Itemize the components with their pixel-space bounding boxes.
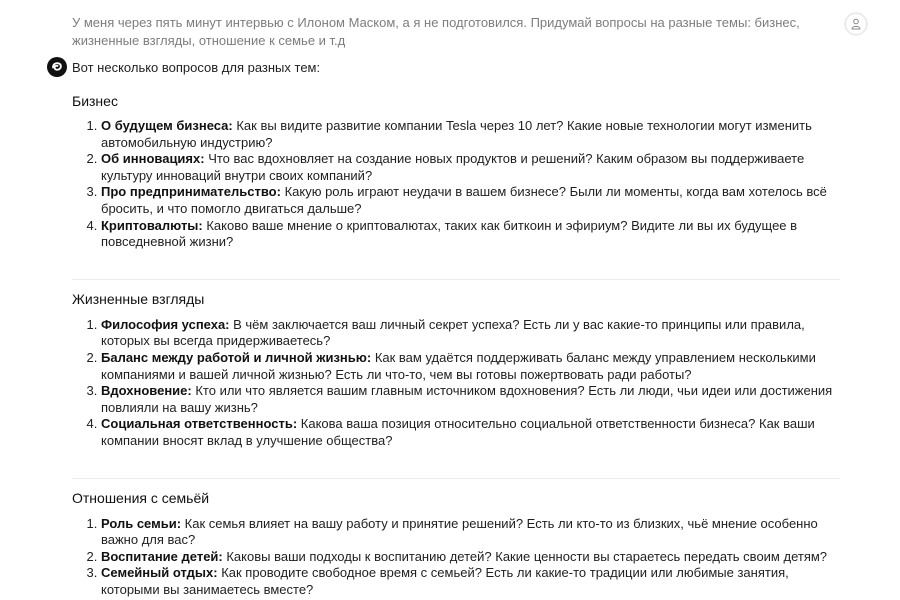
assistant-logo-icon bbox=[50, 60, 64, 74]
item-heading: Вдохновение: bbox=[101, 383, 192, 399]
item-text: В чём заключается ваш личный секрет успеха? Есть ли у вас какие-то принципы или правила, которых вы всегда придерживаетесь? bbox=[101, 316, 805, 349]
item-heading: Философия успеха: bbox=[101, 316, 230, 332]
business-questions-list bbox=[72, 118, 847, 251]
item-text: Как вы видите развитие компании Tesla через 10 лет? Какие новые технологии могут изменить автомобильную индустрию? bbox=[101, 118, 812, 150]
item-text: Что вас вдохновляет на создание новых продуктов и решений? Каким образом вы поддерживаете культуру инноваций внутри своих компаний? bbox=[101, 151, 805, 183]
section-title-business: Бизнес bbox=[72, 93, 118, 109]
list-item bbox=[101, 383, 847, 416]
user-message: У меня через пять минут интервью с Илоном Маском, а я не подготовился. Придумай вопросы на разные темы: бизнес, жизненные взгляды, отношение к семье и т.д bbox=[72, 15, 800, 48]
item-text: Какова ваша позиция относительно социальной ответственности бизнеса? Как ваши компании вносят вклад в улучшение общества? bbox=[101, 416, 815, 448]
item-heading: Воспитание детей: bbox=[101, 548, 223, 564]
assistant-message bbox=[72, 60, 847, 598]
item-text: Каковы ваши подходы к воспитанию детей? Какие ценности вы стараетесь передать своим детям? bbox=[222, 548, 828, 564]
list-item bbox=[101, 549, 847, 566]
item-heading: Криптовалюты: bbox=[101, 217, 203, 233]
item-heading: Социальная ответственность: bbox=[101, 416, 298, 432]
item-heading: Баланс между работой и личной жизнью: bbox=[101, 349, 372, 365]
item-text: Каково ваше мнение о криптовалютах, таких как биткоин и эфириум? Видите ли вы их будущее в повседневной жизни? bbox=[101, 217, 798, 250]
assistant-intro: Вот несколько вопросов для разных тем: bbox=[72, 60, 321, 75]
item-heading: Семейный отдых: bbox=[101, 565, 218, 581]
list-item bbox=[101, 184, 847, 217]
list-item bbox=[101, 218, 847, 251]
list-item bbox=[101, 350, 847, 383]
section-divider bbox=[72, 478, 840, 479]
assistant-avatar bbox=[47, 57, 67, 77]
user-icon bbox=[851, 18, 861, 30]
user-avatar bbox=[845, 13, 867, 35]
life-views-questions-list bbox=[72, 317, 847, 450]
section-title-life-views: Жизненные взгляды bbox=[72, 290, 205, 307]
family-questions-list bbox=[72, 516, 847, 599]
list-item bbox=[101, 516, 847, 549]
item-heading: Об инновациях: bbox=[101, 151, 205, 167]
list-item bbox=[101, 565, 847, 598]
item-text: Какую роль играют неудачи в вашем бизнесе? Были ли моменты, когда вам хотелось всё бросить, и что помогло двигаться дальше? bbox=[101, 184, 827, 216]
item-heading: Роль семьи: bbox=[101, 515, 182, 531]
item-text: Как проводите свободное время с семьей? Есть ли какие-то традиции или любимые занятия, которыми вы занимаетесь вместе? bbox=[101, 565, 789, 597]
item-text: Кто или что является вашим главным источником вдохновения? Есть ли люди, чьи идеи или достижения повлияли на вашу жизнь? bbox=[101, 383, 833, 415]
item-text: Как вам удаётся поддерживать баланс между управлением несколькими компаниями и вашей личной жизнью? Есть ли что-то, чем вы готовы пожертвовать ради работы? bbox=[101, 349, 816, 382]
section-title-family: Отношения с семьёй bbox=[72, 489, 210, 506]
item-heading: Про предпринимательство: bbox=[101, 184, 281, 200]
list-item bbox=[101, 317, 847, 350]
section-divider bbox=[72, 279, 840, 280]
list-item bbox=[101, 118, 847, 151]
item-text: Как семья влияет на вашу работу и принятие решений? Есть ли кто-то из близких, чьё мнение особенно важно для вас? bbox=[101, 515, 818, 548]
list-item bbox=[101, 151, 847, 184]
item-heading: О будущем бизнеса: bbox=[101, 118, 233, 133]
list-item bbox=[101, 416, 847, 449]
